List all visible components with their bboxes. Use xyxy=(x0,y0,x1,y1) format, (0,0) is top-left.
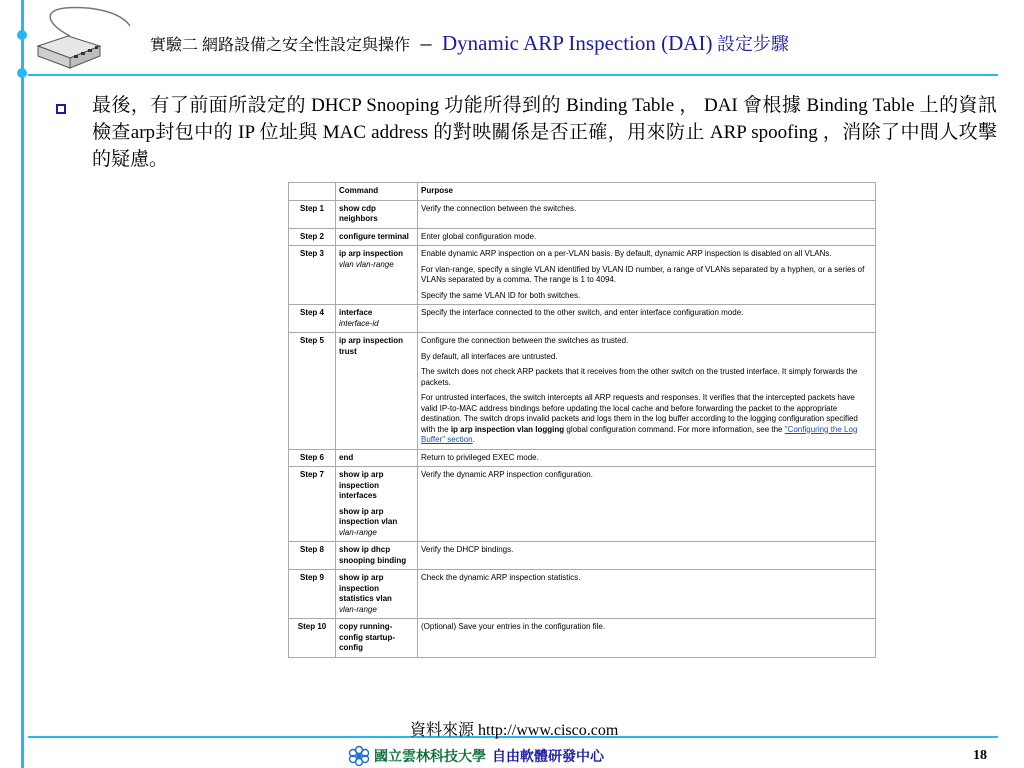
step-label: Step 8 xyxy=(289,542,336,570)
command-cell xyxy=(336,200,418,228)
command-text: end xyxy=(339,452,354,462)
header-divider xyxy=(28,74,998,76)
table-row xyxy=(289,619,876,658)
table-row xyxy=(289,449,876,467)
purpose-text-part: For untrusted interfaces, the switch intercepts all ARP requests and responses. It verifies that the intercepted packets have valid IP-to-MAC address bindings before updating the local cache and before forwarding the packet to the appropriate destination. The switch drops invalid packets and logs them in the log buffer according to the logging configuration specified with the xyxy=(421,393,858,434)
command-cell xyxy=(336,305,418,333)
header-step xyxy=(289,183,336,201)
university-name: 國立雲林科技大學 xyxy=(374,750,486,765)
command-cell xyxy=(336,619,418,658)
source-citation: 資料來源 http://www.cisco.com xyxy=(410,722,619,739)
command-text: show ip arp inspection statistics vlan xyxy=(339,573,392,603)
purpose-text-part: . xyxy=(472,435,475,444)
body-paragraph: 最後，有了前面所設定的 DHCP Snooping 功能所得到的 Binding Table ， DAI 會根據 Binding Table 上的資訊檢查arp封包中的 IP 位址與 MAC address 的對映關係是否正確，用來防止 ARP spoofing ，消除了中間人攻擊的疑慮。 xyxy=(92,95,997,170)
title-dash: – xyxy=(420,30,432,55)
purpose-text xyxy=(421,393,872,446)
table-row xyxy=(289,570,876,619)
log-buffer-link[interactable]: "Configuring the Log Buffer" section xyxy=(421,424,858,444)
table-row xyxy=(289,305,876,333)
header-purpose: Purpose xyxy=(418,183,876,201)
step-label: Step 9 xyxy=(289,570,336,619)
purpose-text: Verify the DHCP bindings. xyxy=(421,545,514,554)
command-text: show cdp neighbors xyxy=(339,203,378,223)
purpose-text: Configure the connection between the switches as trusted. xyxy=(421,336,629,345)
purpose-text: Enter global configuration mode. xyxy=(421,231,537,241)
step-label: Step 3 xyxy=(289,246,336,305)
command-text: configure terminal xyxy=(339,231,409,241)
table-header-row xyxy=(289,183,876,201)
table-row xyxy=(289,200,876,228)
command-cell xyxy=(336,333,418,450)
table-row xyxy=(289,228,876,246)
network-switch-icon xyxy=(30,6,140,76)
command-text: copy running-config startup-config xyxy=(339,622,395,652)
purpose-cell xyxy=(418,246,876,305)
command-text: show ip arp inspection interfaces xyxy=(339,470,384,500)
purpose-text: Return to privileged EXEC mode. xyxy=(421,452,539,462)
step-label: Step 4 xyxy=(289,305,336,333)
page-number: 18 xyxy=(973,748,987,763)
purpose-cell xyxy=(418,570,876,619)
command-cell xyxy=(336,542,418,570)
command-table xyxy=(288,182,876,658)
command-cell xyxy=(336,570,418,619)
accent-dot xyxy=(17,68,27,78)
bullet-icon xyxy=(56,104,66,114)
command-text-part: show ip arp inspection vlan xyxy=(339,506,398,526)
header-command: Command xyxy=(336,183,418,201)
left-accent-line xyxy=(21,0,24,768)
purpose-text: By default, all interfaces are untrusted. xyxy=(421,351,558,361)
page-title xyxy=(150,30,789,56)
command-argument: interface-id xyxy=(339,318,379,328)
command-text: show ip dhcp snooping binding xyxy=(339,545,407,565)
step-label: Step 6 xyxy=(289,449,336,467)
table-row xyxy=(289,542,876,570)
purpose-text: Verify the connection between the switches. xyxy=(421,203,577,213)
purpose-text: Check the dynamic ARP inspection statistics. xyxy=(421,573,581,582)
step-label: Step 2 xyxy=(289,228,336,246)
purpose-text: For vlan-range, specify a single VLAN identified by VLAN ID number, a range of VLANs separated by a hyphen, or a series of VLANs separated by a comma. The range is 1 to 4094. xyxy=(421,264,865,284)
flower-logo-icon xyxy=(348,745,370,767)
purpose-text: The switch does not check ARP packets that it receives from the other switch on the trusted interface. It simply forwards the packets. xyxy=(421,367,858,387)
purpose-cell xyxy=(418,619,876,658)
accent-dot xyxy=(17,30,27,40)
purpose-cell xyxy=(418,467,876,542)
step-label: Step 10 xyxy=(289,619,336,658)
purpose-text: Specify the interface connected to the other switch, and enter interface configuration mode. xyxy=(421,308,744,317)
table-row xyxy=(289,246,876,305)
purpose-cell xyxy=(418,305,876,333)
purpose-cell xyxy=(418,228,876,246)
command-argument: vlan vlan-range xyxy=(339,259,394,269)
purpose-cell xyxy=(418,449,876,467)
title-chinese: 實驗二 網路設備之安全性設定與操作 xyxy=(150,37,411,54)
purpose-text: (Optional) Save your entries in the configuration file. xyxy=(421,622,606,631)
step-label: Step 1 xyxy=(289,200,336,228)
purpose-text-part: global configuration command. For more information, see the xyxy=(566,424,783,434)
table-row xyxy=(289,333,876,450)
purpose-cell xyxy=(418,542,876,570)
purpose-cell xyxy=(418,333,876,450)
command-text xyxy=(339,507,414,539)
center-name: 自由軟體研發中心 xyxy=(492,750,604,765)
step-label: Step 7 xyxy=(289,467,336,542)
purpose-cell xyxy=(418,200,876,228)
purpose-bold-command: ip arp inspection vlan logging xyxy=(450,424,565,434)
purpose-text: Enable dynamic ARP inspection on a per-VLAN basis. By default, dynamic ARP inspection is disabled on all VLANs. xyxy=(421,249,832,258)
command-cell xyxy=(336,228,418,246)
command-text: ip arp inspection xyxy=(339,249,404,258)
purpose-text: Specify the same VLAN ID for both switches. xyxy=(421,290,581,300)
command-text: interface xyxy=(339,308,373,317)
command-argument: vlan-range xyxy=(339,604,377,614)
title-suffix: 設定步驟 xyxy=(716,34,789,54)
command-cell xyxy=(336,467,418,542)
table-row xyxy=(289,467,876,542)
command-cell xyxy=(336,246,418,305)
command-cell xyxy=(336,449,418,467)
step-label: Step 5 xyxy=(289,333,336,450)
command-text: ip arp inspection trust xyxy=(339,336,404,356)
title-english: Dynamic ARP Inspection (DAI) xyxy=(442,31,713,55)
purpose-text: Verify the dynamic ARP inspection configuration. xyxy=(421,470,593,479)
command-argument: vlan-range xyxy=(339,527,377,537)
footer-branding xyxy=(348,745,604,767)
